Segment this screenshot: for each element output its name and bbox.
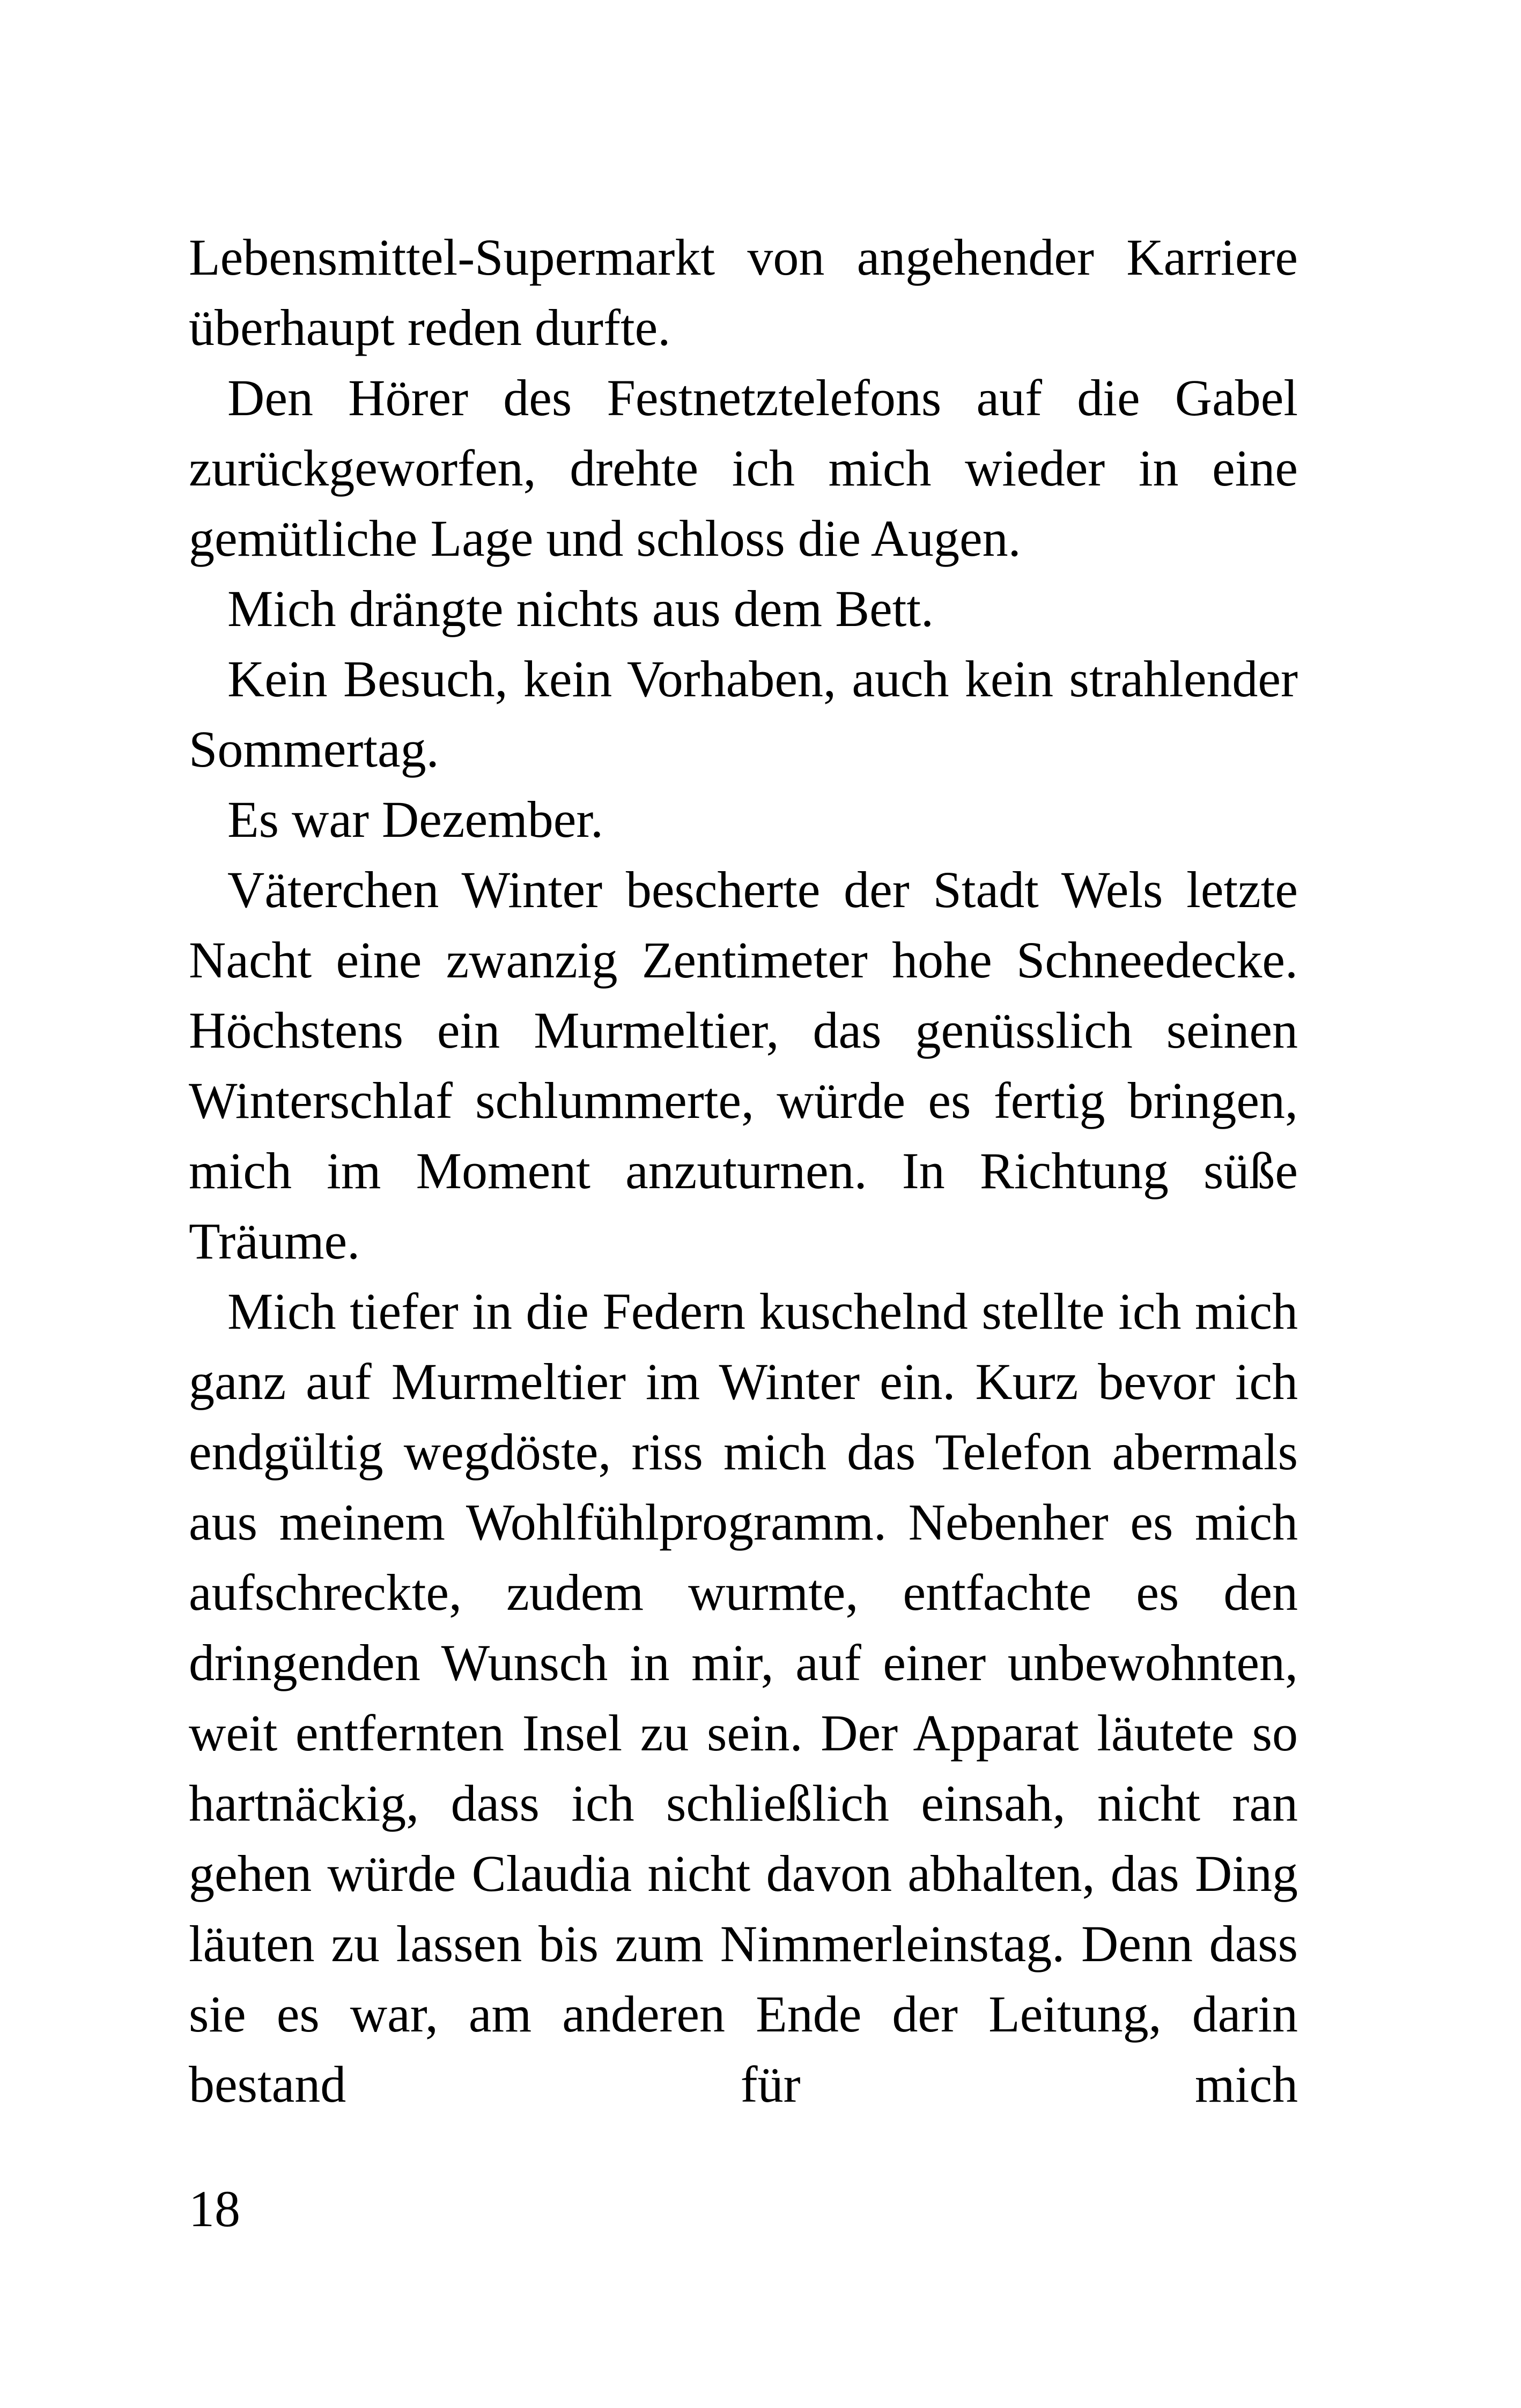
paragraph-dezember: Es war Dezember. — [227, 791, 604, 848]
paragraph-hoerer: Den Hörer des Festnetztelefons auf die Gabel zurückgeworfen, drehte ich mich wieder in eine gemütliche Lage und schloss die Augen. — [189, 369, 1298, 567]
page-number: 18 — [189, 2180, 240, 2237]
paragraph-besuch: Kein Besuch, kein Vorhaben, auch kein strahlender Sommertag. — [189, 650, 1298, 778]
paragraph-continuation: Lebensmittel-Supermarkt von angehender Karriere überhaupt reden durfte. — [189, 229, 1298, 356]
paragraph-telefon: Mich tiefer in die Federn kuschelnd stellte ich mich ganz auf Murmeltier im Winter ein. Kurz bevor ich endgültig wegdöste, riss mich das Telefon abermals aus meinem Wohlfühlprogramm. Nebenher es mich aufschreckte, zudem wurmte, entfachte es den dringenden Wunsch in mir, auf einer unbewohnten, weit entfernten Insel zu sein. Der Apparat läutete so hartnäckig, dass ich schließlich einsah, nicht ran gehen würde Claudia nicht davon abhalten, das Ding läuten zu lassen bis zum Nimmerleinstag. Denn dass sie es war, am anderen Ende der Leitung, darin bestand für mich — [189, 1283, 1298, 2113]
body-text — [189, 222, 1298, 2119]
paragraph-winter: Väterchen Winter bescherte der Stadt Wels letzte Nacht eine zwanzig Zentimeter hohe Schneedecke. Höchstens ein Murmeltier, das genüsslich seinen Winterschlaf schlummerte, würde es fertig bringen, mich im Moment anzuturnen. In Richtung süße Träume. — [189, 861, 1298, 1270]
paragraph-bett: Mich drängte nichts aus dem Bett. — [227, 580, 934, 637]
